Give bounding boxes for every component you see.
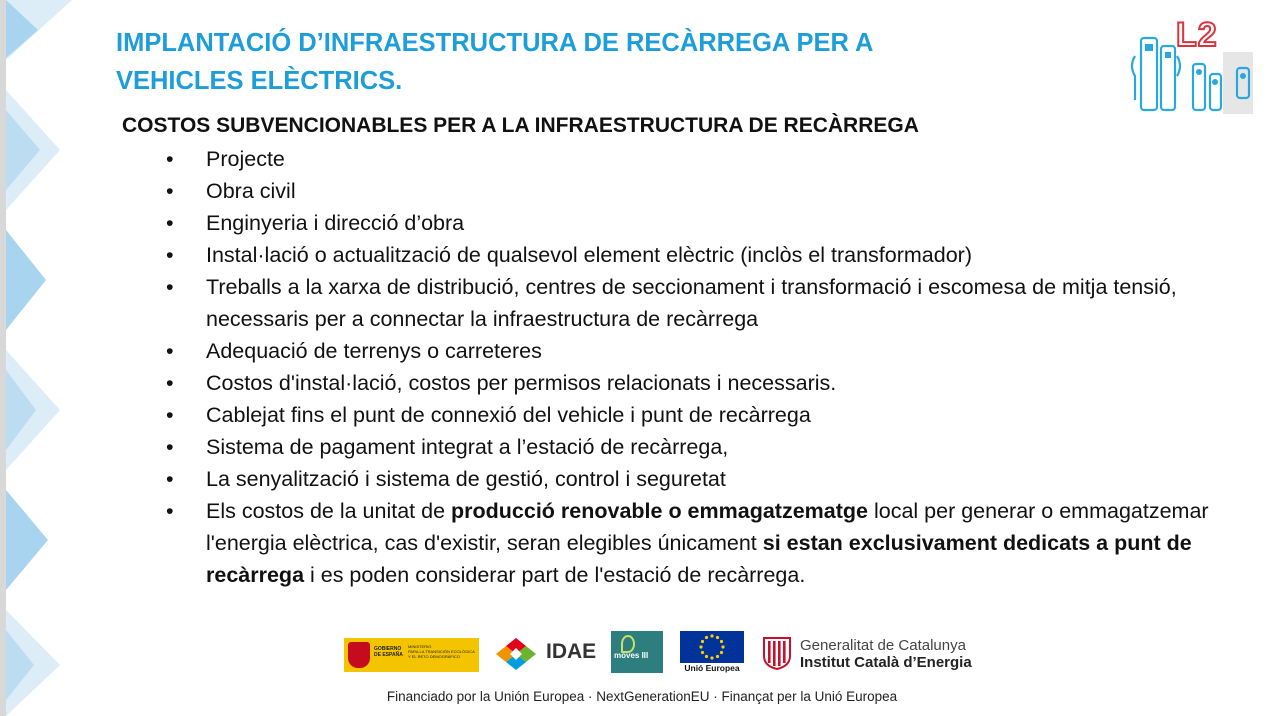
l2-charging-logo [1125,16,1260,116]
footer-funding-note: Financiado por la Unión Europea · NextGenerationEU · Finançat per la Unió Europea [386,689,898,704]
title-line-2: VEHICLES ELÈCTRICS. [116,67,403,95]
bullet-icon: • [166,275,174,299]
eu-flag-icon [680,631,744,663]
list-item: • Adequació de terrenys o carreteres [166,335,1256,367]
bullet-icon: • [166,179,174,203]
bullet-icon: • [166,499,174,523]
slide-title [116,24,1016,100]
spain-coat-of-arms-icon [348,642,370,668]
funding-logos [344,631,1024,675]
list-item: • La senyalització i sistema de gestió, control i seguretat [166,463,1256,495]
bullet-icon: • [166,339,174,363]
list-item: • Projecte [166,143,1256,175]
gobierno-espana-logo: GOBIERNO DE ESPAÑA MINISTERIO PARA LA TRANSICIÓN ECOLÓGICA Y EL RETO DEMOGRÁFICO [344,638,479,672]
generalitat-logo: Generalitat de Catalunya Institut Català d’Energia [762,636,1024,672]
l2-badge: L2 [1176,16,1218,54]
bullet-icon: • [166,403,174,427]
list-item: • Enginyeria i direcció d’obra [166,207,1256,239]
title-line-1: IMPLANTACIÓ D’INFRAESTRUCTURA DE RECÀRREGA PER A [116,29,874,57]
list-item-renewable: • Els costos de la unitat de producció renovable o emmagatzematge local per generar o emmagatzemar l'energia elèctrica, cas d'existir, seran elegibles únicament si estan exclusivament dedicats a punt de recàrrega i es poden considerar part de l'estació de recàrrega. [166,495,1256,591]
bullet-icon: • [166,211,174,235]
list-item: • Obra civil [166,175,1256,207]
list-item: • Costos d'instal·lació, costos per permisos relacionats i necessaris. [166,367,1256,399]
generalitat-emblem-icon [762,636,792,670]
bullet-icon: • [166,243,174,267]
list-item: • Instal·lació o actualització de qualsevol element elèctric (inclòs el transformador) [166,239,1256,271]
list-item: • Sistema de pagament integrat a l’estació de recàrrega, [166,431,1256,463]
bullet-icon: • [166,467,174,491]
list-item: • Cablejat fins el punt de connexió del vehicle i punt de recàrrega [166,399,1256,431]
idae-logo: IDAE [494,636,599,672]
eligible-costs-list [166,143,1256,591]
left-decorative-triangles [0,0,110,716]
moves-logo: moves III [611,631,663,673]
bullet-icon: • [166,147,174,171]
list-item: • Treballs a la xarxa de distribució, centres de seccionament i transformació i escomesa de mitja tensió, necessaris per a connectar la infraestructura de recàrrega [166,271,1256,335]
eu-logo: Unió Europea [680,631,744,675]
idae-emblem-icon [494,636,538,672]
section-subtitle: COSTOS SUBVENCIONABLES PER A LA INFRAESTRUCTURA DE RECÀRREGA [122,114,919,137]
bullet-icon: • [166,435,174,459]
bullet-icon: • [166,371,174,395]
